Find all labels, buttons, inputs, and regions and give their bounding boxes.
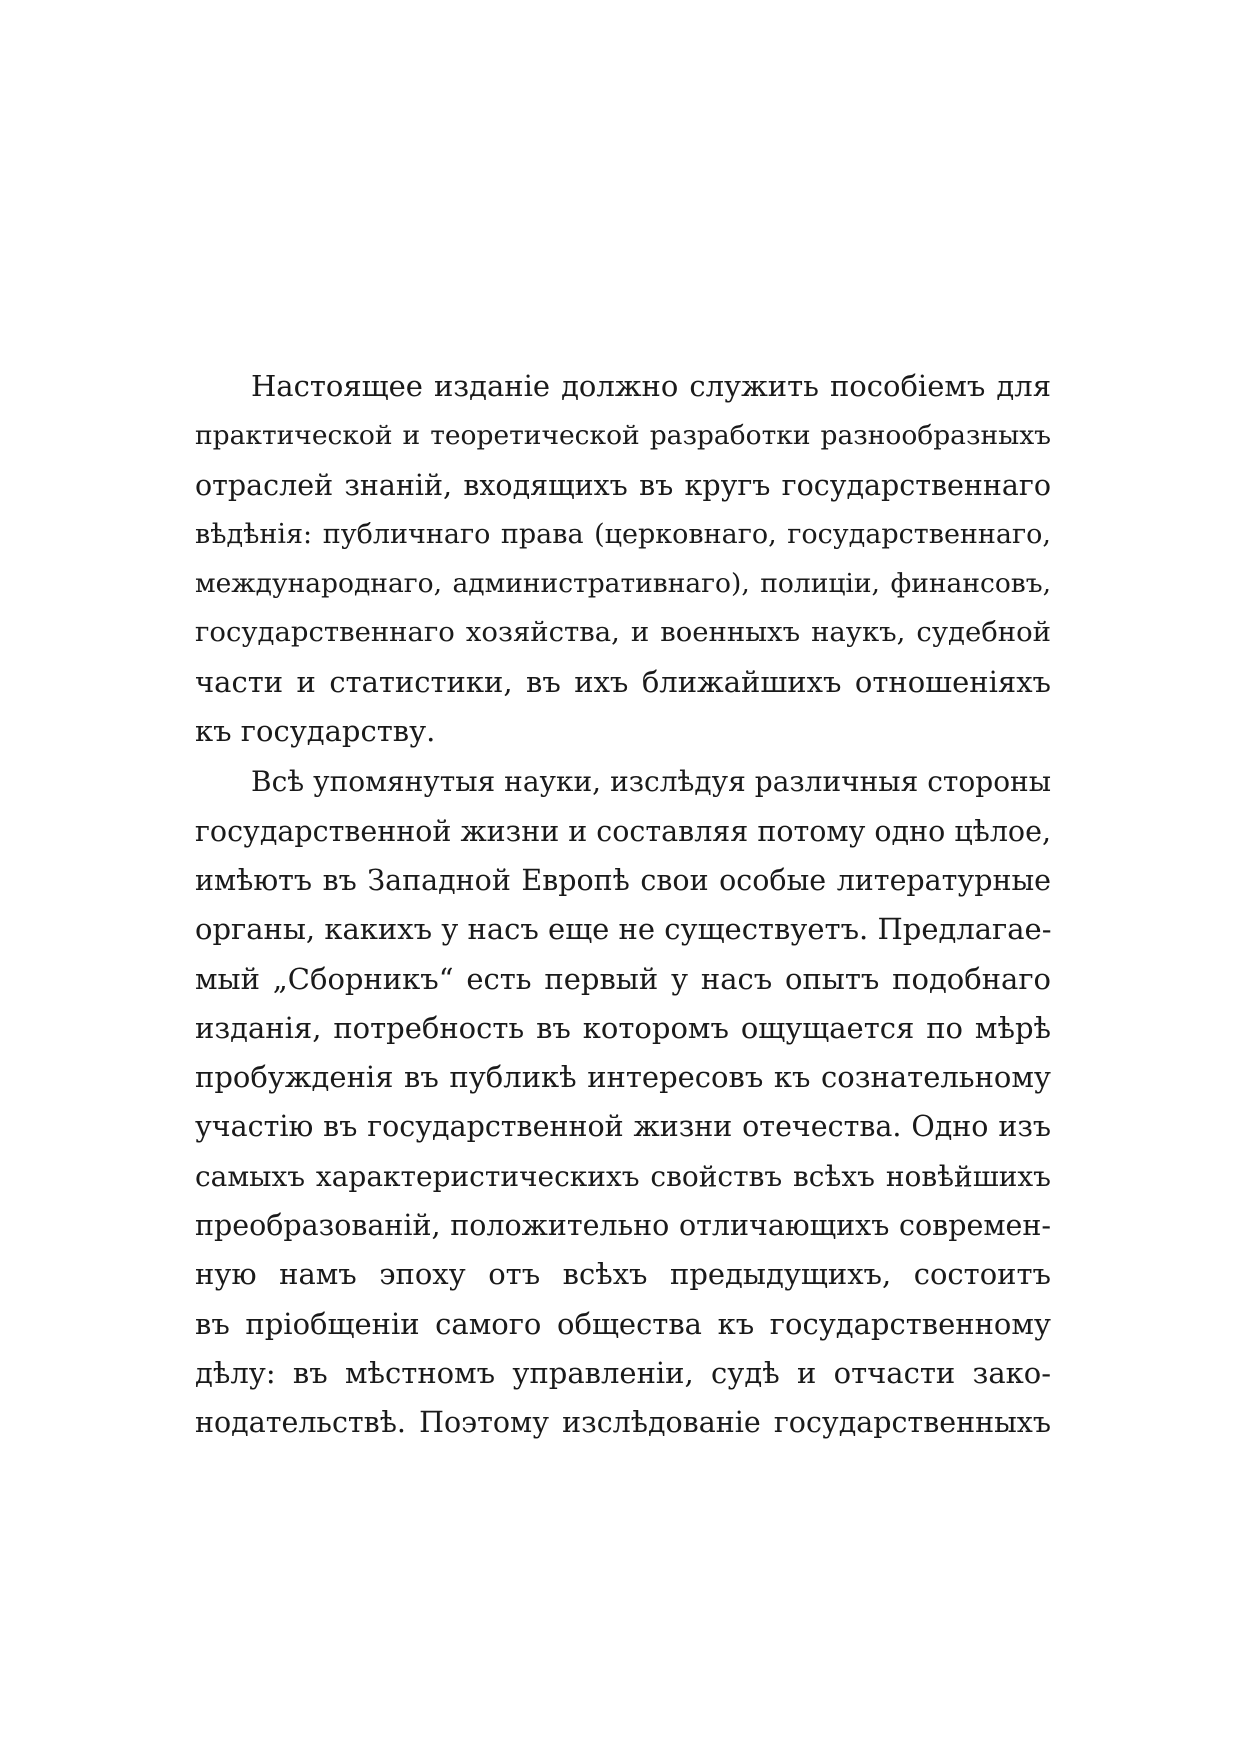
text-line: государственнаго хозяйства, и военныхъ наукъ, судебной [195, 616, 1051, 649]
text-line: преобразованій, положительно отличающихъ современ- [195, 1209, 1051, 1243]
text-line: международнаго, административнаго), полиціи, финансовъ, [195, 568, 1051, 600]
text-line: дѣлу: въ мѣстномъ управленіи, судѣ и отчасти зако- [195, 1355, 1051, 1390]
text-line: самыхъ характеристическихъ свойствъ всѣхъ новѣйшихъ [195, 1159, 1051, 1193]
text-line: изданія, потребность въ которомъ ощущается по мѣрѣ [195, 1010, 1051, 1045]
text-line: въ пріобщеніи самого общества къ государственному [195, 1306, 1051, 1341]
text-line: вѣдѣнія: публичнаго права (церковнаго, государственнаго, [195, 518, 1051, 550]
text-line: Настоящее изданіе должно служить пособіемъ для [251, 369, 1051, 403]
text-line: отраслей знаній, входящихъ въ кругъ государственнаго [195, 468, 1051, 502]
text-line: имѣютъ въ Западной Европѣ свои особые литературные [195, 863, 1051, 897]
text-line: Всѣ упомянутыя науки, изслѣдуя различныя стороны [251, 765, 1051, 799]
text-line: части и статистики, въ ихъ ближайшихъ отношеніяхъ [195, 664, 1051, 699]
text-line: пробужденія въ публикѣ интересовъ къ сознательному [195, 1060, 1051, 1095]
text-line: органы, какихъ у насъ еще не существуетъ. Предлагае- [195, 912, 1052, 947]
body-text [195, 362, 1051, 1448]
text-line: мый „Сборникъ“ есть первый у насъ опытъ подобнаго [195, 961, 1051, 996]
text-line: практической и теоретической разработки разнообразныхъ [195, 420, 1051, 452]
text-line: нодательствѣ. Поэтому изслѣдованіе государственныхъ [195, 1406, 1051, 1440]
paragraph-1 [195, 362, 1051, 756]
paragraph-2 [195, 757, 1051, 1447]
text-line: къ государству. [195, 714, 436, 749]
text-line: участію въ государственной жизни отечества. Одно изъ [195, 1110, 1051, 1144]
text-line: государственной жизни и составляя потому одно цѣлое, [195, 814, 1052, 848]
text-line: ную намъ эпоху отъ всѣхъ предыдущихъ, состоитъ [195, 1257, 1051, 1292]
